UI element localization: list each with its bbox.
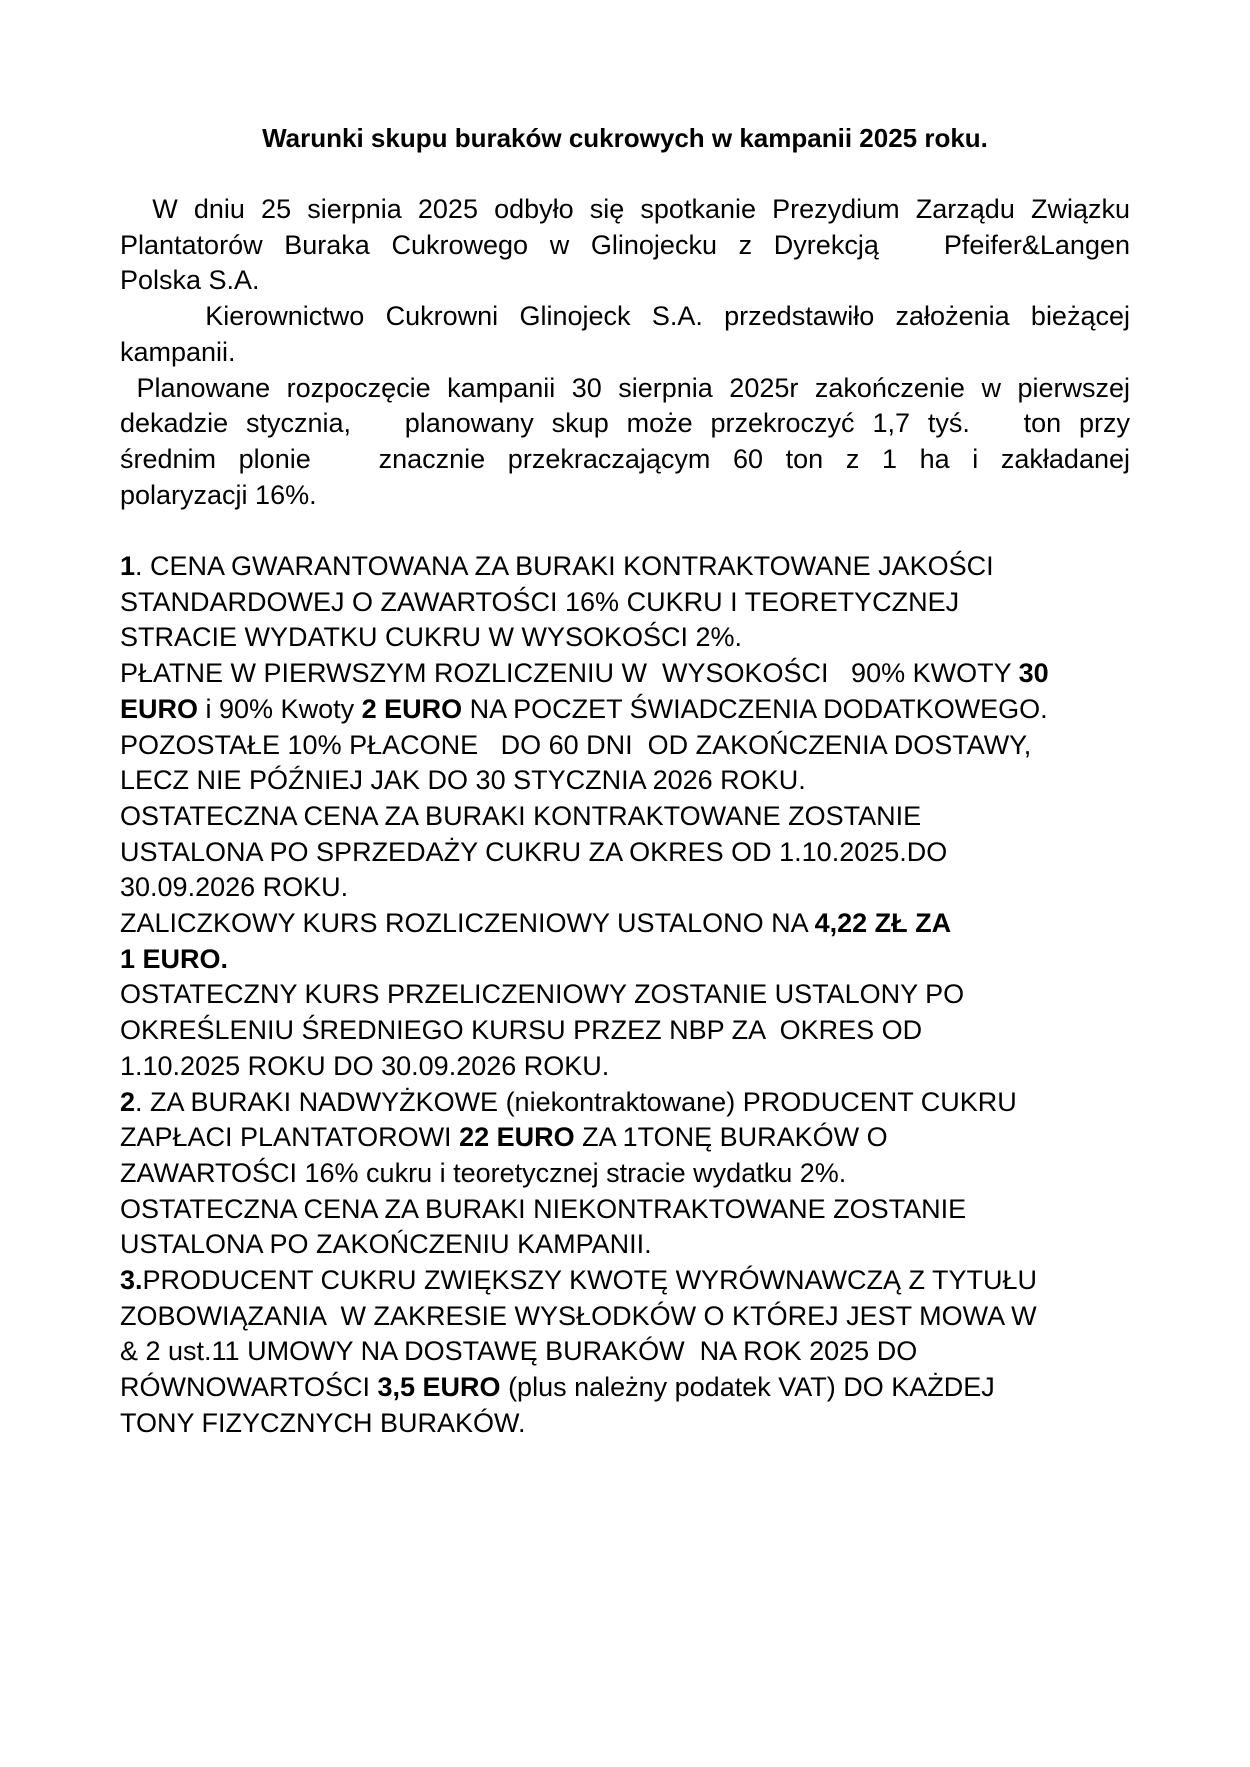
section-number: 2 <box>120 1086 136 1117</box>
text-line: dekadzie stycznia, planowany skup może przekroczyć 1,7 tyś. ton przy <box>120 408 1130 439</box>
intro-paragraph-meeting <box>120 192 1130 299</box>
text-segment: ZALICZKOWY KURS ROZLICZENIOWY USTALONO NA <box>120 908 815 939</box>
text-line <box>120 1263 1130 1299</box>
text-segment: i 90% Kwoty <box>198 693 362 724</box>
text-segment: (plus należny podatek VAT) DO KAŻDEJ <box>500 1372 995 1403</box>
amount-bold: 30 <box>1018 658 1049 689</box>
text-line: TONY FIZYCZNYCH BURAKÓW. <box>120 1407 526 1438</box>
intro-paragraph-plan <box>120 371 1130 514</box>
text-line: ZAWARTOŚCI 16% cukru i teoretycznej stracie wydatku 2%. <box>120 1157 847 1188</box>
text-line: OSTATECZNA CENA ZA BURAKI NIEKONTRAKTOWANE ZOSTANIE <box>120 1193 967 1224</box>
exchange-rate-bold: 1 EURO. <box>120 943 229 974</box>
text-segment: RÓWNOWARTOŚCI <box>120 1372 378 1403</box>
text-line <box>120 1370 1130 1406</box>
text-line: 1.10.2025 ROKU DO 30.09.2026 ROKU. <box>120 1050 610 1081</box>
text-line: polaryzacji 16%. <box>120 479 317 510</box>
text-line: STANDARDOWEJ O ZAWARTOŚCI 16% CUKRU I TEORETYCZNEJ <box>120 586 960 617</box>
section-3-compensation-amount <box>120 1263 1130 1442</box>
text-line: średnim plonie znacznie przekraczającym 60 ton z 1 ha i zakładanej <box>120 443 1130 474</box>
amount-bold: 3,5 EURO <box>377 1372 501 1403</box>
amount-bold: 22 EURO <box>459 1122 575 1153</box>
text-line: ZOBOWIĄZANIA W ZAKRESIE WYSŁODKÓW O KTÓREJ JEST MOWA W <box>120 1300 1037 1331</box>
text-segment: NA POCZET ŚWIADCZENIA DODATKOWEGO. <box>462 693 1048 724</box>
text-line: Polska S.A. <box>120 265 260 296</box>
text-line: Planowane rozpoczęcie kampanii 30 sierpnia 2025r zakończenie w pierwszej <box>120 372 1130 403</box>
text-line: kampanii. <box>120 336 236 367</box>
section-1-guaranteed-price <box>120 549 1130 1085</box>
section-2-surplus-beets <box>120 1085 1130 1264</box>
exchange-rate-bold: 4,22 ZŁ ZA <box>814 908 952 939</box>
text-line <box>120 906 1130 942</box>
paragraph-gap <box>120 513 1130 549</box>
text-line: LECZ NIE PÓŹNIEJ JAK DO 30 STYCZNIA 2026 ROKU. <box>120 765 806 796</box>
text-line: OKREŚLENIU ŚREDNIEGO KURSU PRZEZ NBP ZA OKRES OD <box>120 1015 923 1046</box>
text-line: OSTATECZNY KURS PRZELICZENIOWY ZOSTANIE USTALONY PO <box>120 979 965 1010</box>
section-number: 3. <box>120 1265 143 1296</box>
text-line <box>120 1085 1130 1121</box>
document-title: Warunki skupu buraków cukrowych w kampanii 2025 roku. <box>262 123 988 153</box>
text-line: W dniu 25 sierpnia 2025 odbyło się spotkanie Prezydium Zarządu Związku <box>120 194 1130 224</box>
text-line: Plantatorów Buraka Cukrowego w Glinojecku z Dyrekcją Pfeifer&Langen <box>120 229 1130 260</box>
section-number: 1 <box>120 551 136 582</box>
text-segment: . CENA GWARANTOWANA ZA BURAKI KONTRAKTOWANE JAKOŚCI <box>135 551 994 582</box>
text-segment: . ZA BURAKI NADWYŻKOWE (niekontraktowane) PRODUCENT CUKRU <box>135 1086 1017 1117</box>
text-segment: ZA 1TONĘ BURAKÓW O <box>574 1122 888 1153</box>
text-line <box>120 1120 1130 1156</box>
text-line: USTALONA PO SPRZEDAŻY CUKRU ZA OKRES OD 1.10.2025.DO <box>120 836 948 867</box>
text-line <box>120 656 1130 692</box>
intro-paragraph-management <box>120 299 1130 370</box>
text-line: 30.09.2026 ROKU. <box>120 872 349 903</box>
text-segment: PŁATNE W PIERWSZYM ROZLICZENIU W WYSOKOŚCI 90% KWOTY <box>120 658 1019 689</box>
text-line <box>120 942 1130 978</box>
text-line: Kierownictwo Cukrowni Glinojeck S.A. przedstawiło założenia bieżącej <box>120 301 1130 332</box>
text-line: OSTATECZNA CENA ZA BURAKI KONTRAKTOWANE ZOSTANIE <box>120 800 922 831</box>
text-line: USTALONA PO ZAKOŃCZENIU KAMPANII. <box>120 1229 652 1260</box>
text-line: & 2 ust.11 UMOWY NA DOSTAWĘ BURAKÓW NA ROK 2025 DO <box>120 1336 918 1367</box>
text-line: STRACIE WYDATKU CUKRU W WYSOKOŚCI 2%. <box>120 622 743 653</box>
text-segment: ZAPŁACI PLANTATOROWI <box>120 1122 460 1153</box>
text-segment: PRODUCENT CUKRU ZWIĘKSZY KWOTĘ WYRÓWNAWCZĄ Z TYTUŁU <box>142 1265 1038 1296</box>
text-line <box>120 549 1130 585</box>
text-line: POZOSTAŁE 10% PŁACONE DO 60 DNI OD ZAKOŃCZENIA DOSTAWY, <box>120 729 1032 760</box>
text-line <box>120 692 1130 728</box>
amount-bold: 2 EURO <box>361 693 463 724</box>
document-body <box>120 192 1130 1442</box>
amount-bold: EURO <box>120 693 199 724</box>
